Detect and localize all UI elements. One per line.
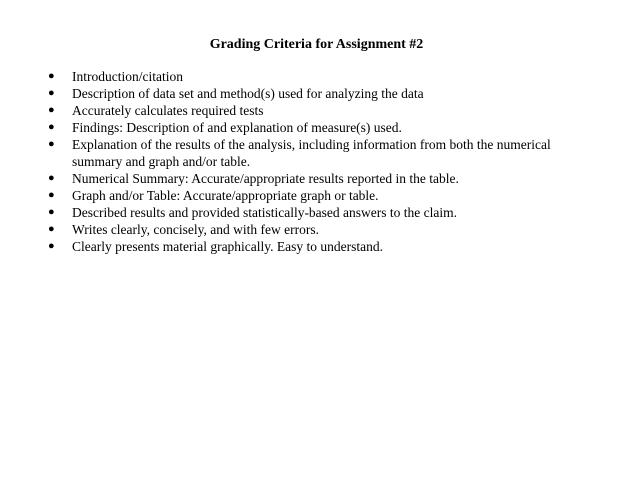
bullet-icon: ●: [48, 87, 55, 99]
criteria-text: Numerical Summary: Accurate/appropriate results reported in the table.: [72, 171, 459, 186]
criteria-text: Description of data set and method(s) used for analyzing the data: [72, 86, 424, 101]
criteria-item: [40, 119, 600, 136]
criteria-item: [40, 85, 600, 102]
criteria-text: Described results and provided statistically-based answers to the claim.: [72, 205, 458, 220]
bullet-icon: ●: [48, 172, 55, 184]
page-title: Grading Criteria for Assignment #2: [209, 37, 424, 52]
criteria-text: Clearly presents material graphically. Easy to understand.: [72, 239, 384, 254]
criteria-item: [40, 238, 600, 255]
bullet-icon: ●: [48, 138, 55, 150]
criteria-item: [40, 170, 600, 187]
criteria-item: [40, 204, 600, 221]
criteria-item: [40, 187, 600, 204]
criteria-text: Findings: Description of and explanation of measure(s) used.: [72, 120, 402, 135]
criteria-item: [40, 68, 600, 85]
criteria-item: [40, 221, 600, 238]
bullet-icon: ●: [48, 104, 55, 116]
criteria-text: Writes clearly, concisely, and with few errors.: [72, 222, 319, 237]
criteria-list: [40, 68, 600, 255]
bullet-icon: ●: [48, 206, 55, 218]
criteria-text: Accurately calculates required tests: [72, 103, 264, 118]
criteria-text: Explanation of the results of the analysis, including information from both the numerical summary and graph and/or table.: [72, 137, 551, 169]
bullet-icon: ●: [48, 189, 55, 201]
bullet-icon: ●: [48, 70, 55, 82]
bullet-icon: ●: [48, 223, 55, 235]
bullet-icon: ●: [48, 121, 55, 133]
criteria-item: [40, 136, 600, 170]
bullet-icon: ●: [48, 240, 55, 252]
criteria-item: [40, 102, 600, 119]
criteria-text: Introduction/citation: [72, 69, 183, 84]
criteria-text: Graph and/or Table: Accurate/appropriate graph or table.: [72, 188, 379, 203]
